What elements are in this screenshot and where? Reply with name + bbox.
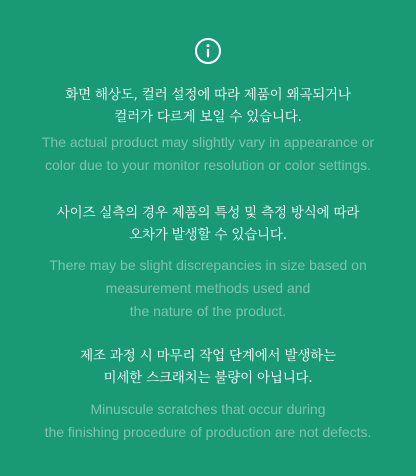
- notice-1-english-line-2: color due to your monitor resolution or color settings.: [44, 157, 372, 173]
- notice-2-english-line-2: measurement methods used and: [105, 280, 311, 296]
- notice-1-english-line-1: The actual product may slightly vary in appearance or: [41, 134, 375, 150]
- notice-3-english-line-2: the finishing procedure of production are not defects.: [44, 424, 372, 440]
- info-circle-icon: [194, 37, 222, 65]
- notice-2-english-line-3: the nature of the product.: [129, 303, 287, 319]
- notice-3-english-line-1: Minuscule scratches that occur during: [90, 401, 326, 417]
- notice-1-korean-line-2: 컬러가 다르게 보일 수 있습니다.: [114, 109, 302, 125]
- notice-3-english: [0, 398, 416, 444]
- notice-1-korean-line-1: 화면 해상도, 컬러 설정에 따라 제품이 왜곡되거나: [65, 87, 351, 103]
- notice-1-korean: [0, 84, 416, 128]
- notice-3-korean-line-1: 제조 과정 시 마무리 작업 단계에서 발생하는: [80, 348, 336, 364]
- notice-3-korean: [0, 345, 416, 389]
- notice-3-korean-line-2: 미세한 스크래치는 불량이 아닙니다.: [103, 370, 313, 386]
- notice-2-korean-line-1: 사이즈 실측의 경우 제품의 특성 및 측정 방식에 따라: [56, 205, 360, 221]
- notice-2-english-line-1: There may be slight discrepancies in size based on: [49, 257, 367, 273]
- notice-2-korean-line-2: 오차가 발생할 수 있습니다.: [129, 227, 287, 243]
- notice-1-english: [0, 131, 416, 177]
- notice-2-english: [0, 254, 416, 323]
- notice-2-korean: [0, 202, 416, 246]
